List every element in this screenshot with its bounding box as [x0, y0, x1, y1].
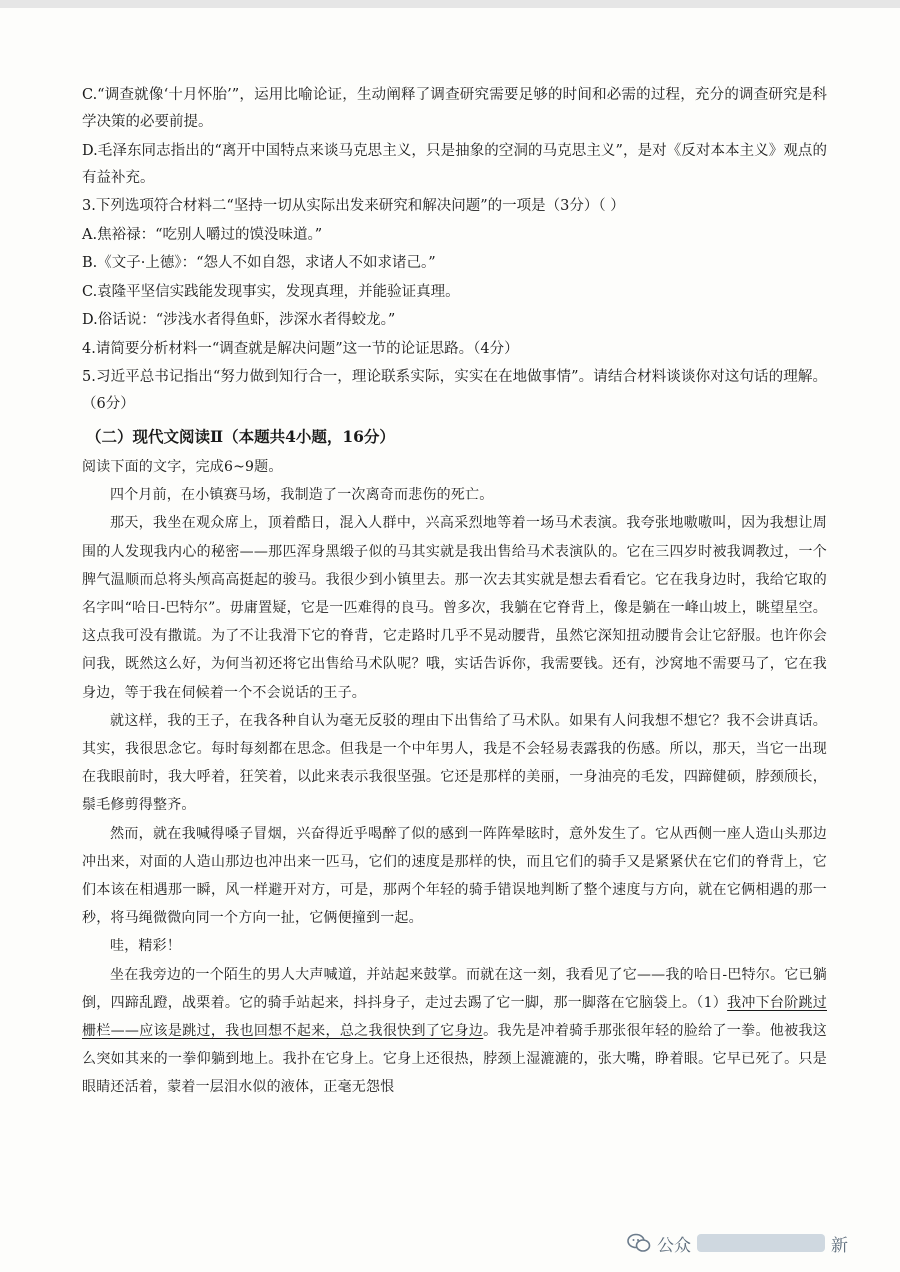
passage-paragraph-1: 四个月前，在小镇赛马场，我制造了一次离奇而悲伤的死亡。: [110, 487, 494, 504]
wechat-watermark: [627, 1228, 848, 1258]
passage-paragraph-5: 哇，精彩！: [110, 938, 181, 955]
page-content: [82, 82, 827, 1102]
watermark-label: 公众: [657, 1235, 691, 1256]
question-3-option-a: A.焦裕禄：“吃别人嚼过的馍没味道。”: [82, 226, 323, 243]
question-5: 5.习近平总书记指出“努力做到知行合一，理论联系实际，实实在在地做事情”。请结合材料谈谈你对这句话的理解。（6分）: [82, 369, 827, 412]
question-3: 3.下列选项符合材料二“坚持一切从实际出发来研究和解决问题”的一项是（3分）（ ）: [82, 198, 625, 214]
watermark-tail: 新: [831, 1235, 848, 1256]
section-title: （二）现代文阅读Ⅱ（本题共4小题，16分）: [86, 427, 395, 446]
passage-paragraph-4: 然而，就在我喊得嗓子冒烟，兴奋得近乎喝醉了似的感到一阵阵晕眩时，意外发生了。它从西侧一座人造山头那边冲出来，对面的人造山那边也冲出来一匹马，它们的速度是那样的快，而且它们的骑手又是紧紧伏在它们的脊背上，它们本该在相遇那一瞬，风一样避开对方，可是，那两个年轻的骑手错误地判断了整个速度与方向，就在它俩相遇的那一秒，将马绳微微向同一个方向一扯，它俩便撞到一起。: [82, 825, 827, 927]
scan-top-edge: [0, 0, 900, 8]
option-d: D.毛泽东同志指出的“离开中国特点来谈马克思主义，只是抽象的空洞的马克思主义”，是对《反对本本主义》观点的有益补充。: [82, 142, 827, 186]
question-4: 4.请简要分析材料一“调查就是解决问题”这一节的论证思路。（4分）: [82, 340, 519, 357]
paragraph-6-end: 。我先是冲着骑手那张很年轻的脸给了一拳。他被我这么突如其来的一拳仰躺到地上。我扑在它身上。它身上还很热，脖颈上湿漉漉的，张大嘴，睁着眼。它早已死了。只是眼睛还活着，蒙着一层泪水似的液体，正毫无怨恨: [82, 1023, 827, 1096]
option-c: C.“调查就像‘十月怀胎’”，运用比喻论证，生动阐释了调查研究需要足够的时间和必需的过程，充分的调查研究是科学决策的必要前提。: [82, 87, 827, 130]
passage-paragraph-3: 就这样，我的王子，在我各种自认为毫无反驳的理由下出售给了马术队。如果有人问我想不想它？我不会讲真话。其实，我很思念它。每时每刻都在思念。但我是一个中年男人，我是不会轻易表露我的伤感。所以，那天，当它一出现在我眼前时，我大呼着，狂笑着，以此来表示我很坚强。它还是那样的美丽，一身油亮的毛发，四蹄健硕，脖颈颀长，鬃毛修剪得整齐。: [82, 712, 827, 814]
underlined-sentence-1: 我冲下台阶跳过栅栏——应该是跳过，我也回想不起来，总之我很快到了它身边: [82, 994, 827, 1040]
watermark-redacted-area: [697, 1234, 825, 1252]
question-3-option-c: C.袁隆平坚信实践能发现事实，发现真理，并能验证真理。: [82, 283, 460, 300]
passage-paragraph-6: [82, 961, 827, 1102]
paragraph-6-start: 坐在我旁边的一个陌生的男人大声喊道，并站起来鼓掌。而就在这一刻，我看见了它——我的哈日-巴特尔。它已躺倒，四蹄乱蹬，战栗着。它的骑手站起来，抖抖身子，走过去踢了它一脚，那一脚落在它脑袋上。（1）: [82, 966, 827, 1011]
question-3-option-b: B.《文子·上德》：“怨人不如自怨，求诸人不如求诸己。”: [82, 255, 436, 271]
reading-instruction: 阅读下面的文字，完成6~9题。: [82, 459, 283, 475]
passage-paragraph-2: 那天，我坐在观众席上，顶着酷日，混入人群中，兴高采烈地等着一场马术表演。我夸张地嗷嗷叫，因为我想让周围的人发现我内心的秘密——那匹浑身黑缎子似的马其实就是我出售给马术表演队的。它在三四岁时被我调教过，一个脾气温顺而总将头颅高高挺起的骏马。我很少到小镇里去。那一次去其实就是想去看看它。它在我身边时，我给它取的名字叫“哈日-巴特尔”。毋庸置疑，它是一匹难得的良马。曾多次，我躺在它脊背上，像是躺在一峰山坡上，眺望星空。这点我可没有撒谎。为了不让我滑下它的脊背，它走路时几乎不晃动腰背，虽然它深知扭动腰肯会让它舒服。也许你会问我，既然这么好，为何当初还将它出售给马术队呢？哦，实话告诉你，我需要钱。还有，沙窝地不需要马了，它在我身边，等于我在伺候着一个不会说话的王子。: [82, 515, 827, 701]
wechat-icon: [627, 1233, 651, 1253]
question-3-option-d: D.俗话说：“涉浅水者得鱼虾，涉深水者得蛟龙。”: [82, 312, 396, 328]
